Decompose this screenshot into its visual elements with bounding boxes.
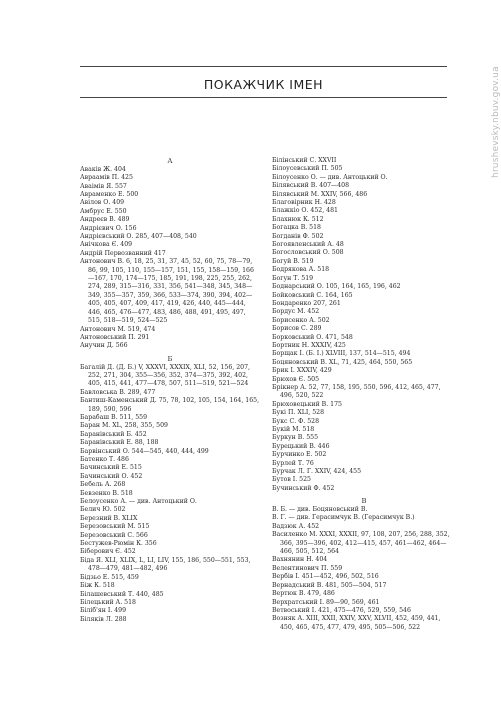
index-entry: Бодрякова А. 518 (272, 266, 330, 274)
watermark-text: hrushevsky.nbuv.gov.ua (491, 66, 501, 178)
index-entry: Антонович М. 519, 474 (80, 325, 156, 333)
index-entry: Багалій Д. (Д. Б.) V, XXXVI, XXXIX, XLI, 52, 156, 207, 252, 271, 304, 355—356, 352, 374—375, 392, 402, 405, 415, 441, 477—478, 507, 511—519, 521—524 (80, 363, 250, 388)
index-entry: Баранівський Е. 88, 188 (80, 439, 159, 447)
title-rule (80, 97, 447, 98)
index-entry: Вернадський В. 481, 505—504, 517 (272, 581, 387, 589)
index-entry: Бойковський С. 164, 165 (272, 291, 353, 299)
index-entry: Богословський О. 508 (272, 249, 344, 257)
index-entry: Буркун В. 555 (272, 434, 319, 442)
index-entry: Букій М. 518 (272, 426, 315, 433)
index-entry: Авраамів П. 425 (80, 174, 133, 182)
index-entry: Білашевський Т. 440, 485 (80, 590, 164, 598)
index-entry: Білявський В. 407—408 (272, 182, 350, 190)
index-entry: Брікнер А. 52, 77, 158, 195, 550, 596, 412, 465, 477, 496, 520, 522 (272, 383, 441, 400)
section-letter-a: А (167, 157, 173, 165)
index-entry: Вербів І. 451—452, 496, 502, 516 (272, 573, 379, 581)
index-entry: Вадзюк А. 452 (272, 522, 320, 530)
index-entry: Ветвоський І. 421, 475—476, 529, 559, 546 (272, 606, 411, 614)
index-entry: Бордус М. 452 (272, 308, 320, 316)
watermark (479, 8, 501, 178)
page-title: ПОКАЖЧИК ІМЕН (203, 77, 324, 92)
index-entry: Вертюк В. 479, 486 (272, 590, 335, 598)
index-entry: В. Г. — див. Герасимчук В. (Герасимчук В.) (272, 514, 415, 522)
index-entry: Аваімів Я. 557 (80, 182, 127, 190)
section-b-entries (80, 364, 260, 625)
index-entry: Бевзенко В. 518 (80, 489, 133, 497)
top-rule (80, 66, 447, 67)
index-entry: Бурлей Т. 76 (272, 459, 314, 467)
index-entry: Букс С. Ф. 528 (272, 417, 320, 425)
index-entry: Богун Т. 519 (272, 274, 314, 282)
index-entry: Бучинський Ф. 452 (272, 484, 335, 492)
index-entry: Букі П. XLI, 528 (272, 409, 325, 417)
index-entry: Біж К. 518 (80, 582, 115, 590)
index-entry: Бестужев-Рюмін К. 356 (80, 540, 157, 548)
index-entry: Андрій Первозванний 417 (80, 249, 166, 257)
index-entry: Бачинський О. 452 (80, 472, 143, 480)
index-entry: Брюховецький В. 175 (272, 400, 342, 408)
index-entry: Біляків Л. 288 (80, 615, 127, 623)
index-entry: Анічкова Є. 409 (80, 241, 133, 249)
index-entry: Верхратський І. 89—90, 569, 461 (272, 598, 380, 606)
index-entry: Авілов О. 409 (80, 199, 125, 207)
index-entry: Бортник Н. XXXIV, 425 (272, 341, 346, 349)
index-entry: Велентинович П. 559 (272, 564, 343, 572)
index-entry: Брюхов Є. 505 (272, 375, 320, 383)
index-entry: Аваків Ж. 404 (80, 165, 126, 173)
index-entry: Біліб'ян І. 499 (80, 607, 127, 615)
index-entry: Богоявленський А. 48 (272, 241, 344, 249)
index-entry: Березовський М. 515 (80, 523, 150, 531)
index-entry: Бутов І. 525 (272, 476, 311, 484)
index-entry: Білінський С. XXVII (272, 157, 337, 164)
index-entry: Борисенко А. 502 (272, 316, 330, 324)
index-entry: Брик І. XXXIV, 429 (272, 367, 332, 375)
section-letter-v: В (361, 497, 367, 506)
index-entry: Бавловська В. 289, 477 (80, 388, 156, 396)
index-entry: Бачинський Е. 515 (80, 464, 142, 472)
section-letter-b: Б (167, 354, 173, 363)
index-entry: В. Б. — див. Боцяновський В. (272, 506, 368, 514)
index-entry: Андрієвич О. 156 (80, 224, 137, 232)
right-column (272, 157, 456, 632)
index-entry: Бантиш-Каменський Д. 75, 78, 102, 105, 154, 164, 165, 189, 590, 596 (80, 397, 260, 413)
index-entry: Біда Я. XLI, XLIX, L, LI, LIV, 155, 186, 550—551, 553, 478—479, 481—482, 496 (80, 556, 251, 573)
index-entry: Білецький А. 518 (80, 598, 136, 606)
index-entry: Благовірник Н. 428 (272, 199, 336, 207)
section-v-entries (272, 506, 456, 632)
index-entry: Барабаш В. 511, 559 (80, 413, 148, 421)
index-entry: Блажкіо О. 452, 481 (272, 207, 338, 215)
index-entry: Бурчинко Е. 502 (272, 451, 327, 459)
index-entry: Барвінський О. 544—545, 440, 444, 499 (80, 447, 209, 455)
index-entry: Борисов С. 289 (272, 325, 322, 333)
section-b-continued-entries (272, 157, 456, 493)
index-entry: Боцяновський В. XL, 71, 425, 464, 550, 565 (272, 358, 413, 366)
index-entry: Богданів Ф. 502 (272, 232, 324, 240)
index-entry: Андрієвський О. 285, 407—408, 540 (80, 233, 197, 241)
index-entry: Борковський О. 471, 548 (272, 333, 353, 341)
index-entry: Баранівський Б. 452 (80, 430, 147, 438)
index-entry: Баран М. XL, 258, 355, 509 (80, 422, 168, 430)
left-column (80, 157, 260, 624)
index-entry: Бондаренко 207, 261 (272, 299, 341, 307)
index-entry: Вахнянин Н. 404 (272, 556, 328, 564)
index-entry: Возняк А. XIII, XXII, XXIV, XXV, XLVII, 452, 459, 441, 450, 465, 475, 477, 479, 495, 505—506, 522 (272, 615, 441, 631)
index-entry: Богуй В. 519 (272, 257, 314, 265)
index-entry: Антоновський П. 291 (80, 333, 150, 341)
index-entry: Василенко М. XXXI, XXXII, 97, 108, 207, 256, 288, 352, 366, 395—396, 402, 412—415, 457, 461—462, 464—466, 505, 512, 564 (272, 531, 450, 556)
index-entry: Анучин Д. 566 (80, 342, 128, 350)
index-entry: Белоусенко А. — див. Антоцький О. (80, 498, 197, 506)
index-entry: Антонович В. 6, 18, 25, 31, 37, 45, 52, 60, 75, 78—79, 86, 99, 105, 110, 155—157, 151, 155, 158—159, 166—167, 170, 174—175, 185, 191, 198, 225, 255, 262, 274, 289, 315—316, 331, 356, 541—348, 345, 348—349, 355—357, 359, 366, 533—374, 390, 394, 402—405, 405, 407, 409, 417, 419, 426, 440, 445—444, 446, 465, 476—477, 483, 486, 488, 491, 495, 497, 515, 518—519, 524—525 (80, 258, 254, 325)
index-entry: Бурецький В. 446 (272, 442, 330, 450)
index-entry: Бурчак Л. Г. XXIV, 424, 455 (272, 468, 362, 476)
index-entry: Білоусевський П. 505 (272, 165, 343, 173)
index-entry: Белич Ю. 502 (80, 506, 126, 514)
index-entry: Березний В. XLIX (80, 514, 138, 522)
index-entry: Авраменко Е. 500 (80, 191, 139, 199)
index-entry: Білоусенко О. — див. Антоцький О. (272, 173, 388, 181)
index-entry: Андреєв В. 489 (80, 216, 130, 224)
index-entry: Батенко Т. 486 (80, 456, 129, 463)
index-entry: Блахнюк К. 512 (272, 215, 324, 223)
index-entry: Бідзьо Е. 515, 459 (80, 573, 139, 581)
index-entry: Березовський С. 566 (80, 531, 148, 539)
index-entry: Борщак І. (Б. І.) XLVIII, 137, 514—515, 494 (272, 350, 411, 358)
index-entry: Амбрус Е. 550 (80, 207, 127, 215)
index-entry: Біберович Є. 452 (80, 548, 136, 556)
section-a-entries (80, 166, 260, 351)
index-entry: Боднарський О. 105, 164, 165, 196, 462 (272, 283, 401, 291)
index-entry: Богацка В. 518 (272, 224, 321, 232)
index-entry: Бебель А. 268 (80, 481, 126, 489)
index-entry: Білявський М. XXIV, 566, 486 (272, 190, 368, 198)
